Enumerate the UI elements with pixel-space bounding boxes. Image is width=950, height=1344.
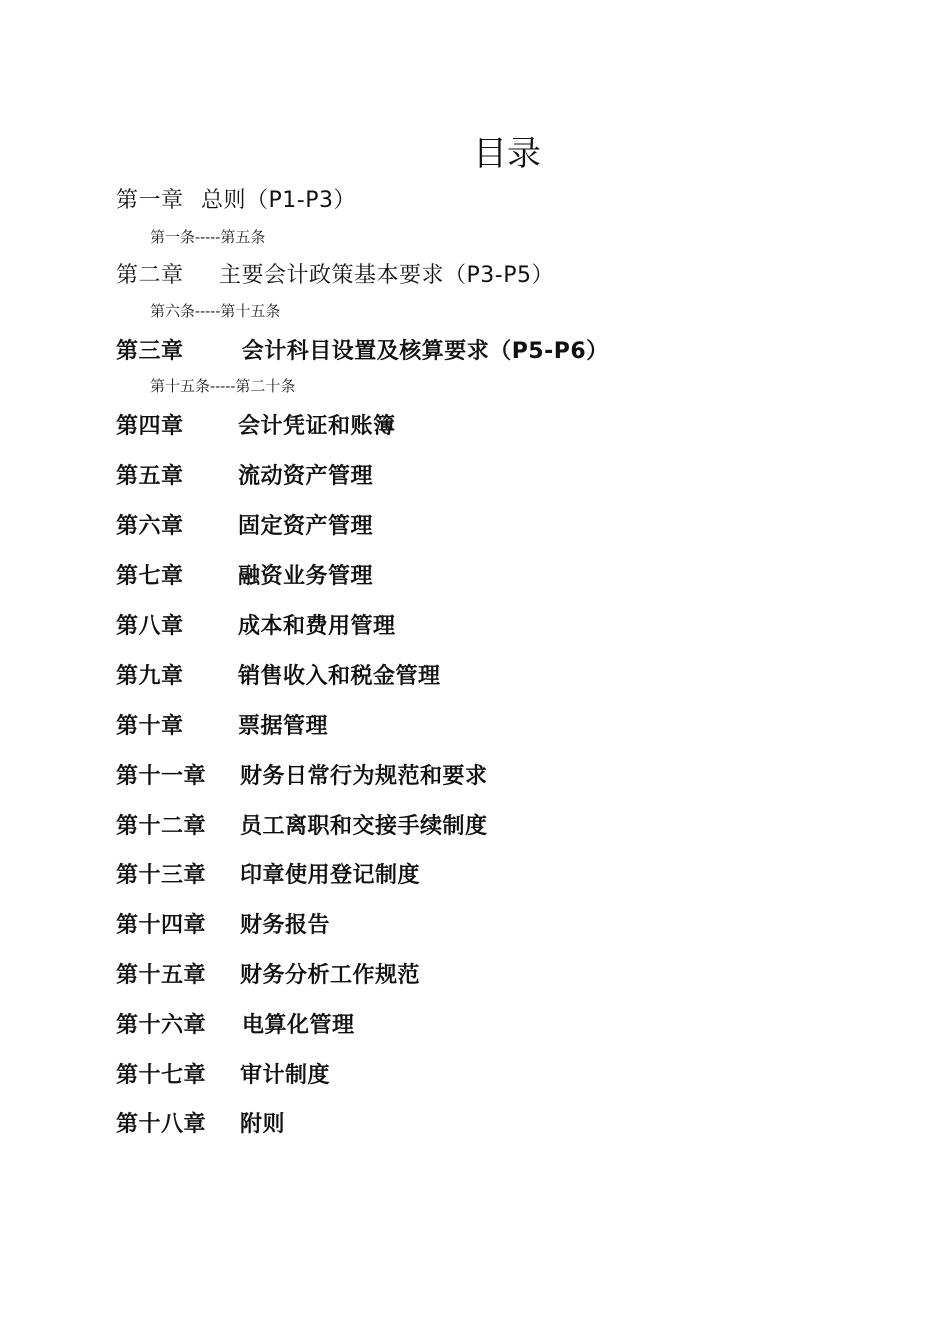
chapter-title: 销售收入和税金管理 bbox=[238, 664, 441, 689]
chapter-title: 总则（P1-P3） bbox=[201, 188, 356, 213]
chapter-number: 第十章 bbox=[116, 714, 184, 739]
toc-chapter-10 bbox=[116, 709, 328, 740]
chapter-title: 会计科目设置及核算要求（P5-P6） bbox=[241, 339, 609, 364]
chapter-number: 第八章 bbox=[116, 614, 184, 639]
chapter-title: 主要会计政策基本要求（P3-P5） bbox=[219, 263, 554, 288]
toc-chapter-17 bbox=[116, 1058, 330, 1089]
chapter-title: 审计制度 bbox=[240, 1063, 331, 1088]
toc-chapter-18 bbox=[116, 1107, 285, 1138]
toc-chapter-2-articles: 第六条-----第十五条 bbox=[150, 302, 281, 320]
toc-chapter-7 bbox=[116, 559, 373, 590]
toc-chapter-12 bbox=[116, 809, 488, 840]
chapter-number: 第十二章 bbox=[116, 814, 207, 839]
toc-title: 目录 bbox=[473, 134, 541, 174]
toc-chapter-11 bbox=[116, 759, 488, 790]
chapter-number: 第十一章 bbox=[116, 764, 207, 789]
chapter-title: 流动资产管理 bbox=[238, 464, 374, 489]
chapter-title: 财务日常行为规范和要求 bbox=[240, 764, 488, 789]
chapter-number: 第四章 bbox=[116, 414, 184, 439]
chapter-title: 成本和费用管理 bbox=[238, 614, 396, 639]
toc-chapter-2 bbox=[116, 258, 554, 289]
chapter-number: 第二章 bbox=[116, 263, 184, 288]
toc-chapter-4 bbox=[116, 409, 396, 440]
toc-chapter-8 bbox=[116, 609, 396, 640]
chapter-number: 第十六章 bbox=[116, 1013, 207, 1038]
chapter-title: 电算化管理 bbox=[242, 1013, 355, 1038]
chapter-title: 员工离职和交接手续制度 bbox=[240, 814, 488, 839]
chapter-number: 第十三章 bbox=[116, 863, 207, 888]
chapter-number: 第一章 bbox=[116, 188, 184, 213]
toc-chapter-1 bbox=[116, 183, 356, 214]
toc-chapter-9 bbox=[116, 659, 441, 690]
chapter-title: 融资业务管理 bbox=[238, 564, 374, 589]
chapter-number: 第十四章 bbox=[116, 913, 207, 938]
toc-chapter-1-articles: 第一条-----第五条 bbox=[150, 228, 266, 246]
chapter-number: 第十八章 bbox=[116, 1112, 207, 1137]
chapter-number: 第九章 bbox=[116, 664, 184, 689]
chapter-number: 第十五章 bbox=[116, 963, 207, 988]
toc-chapter-3 bbox=[116, 334, 609, 365]
chapter-title: 印章使用登记制度 bbox=[240, 863, 421, 888]
chapter-title: 票据管理 bbox=[238, 714, 329, 739]
toc-chapter-16 bbox=[116, 1008, 355, 1039]
chapter-number: 第三章 bbox=[116, 339, 184, 364]
toc-chapter-13 bbox=[116, 858, 420, 889]
toc-chapter-14 bbox=[116, 908, 330, 939]
chapter-title: 会计凭证和账簿 bbox=[238, 414, 396, 439]
chapter-number: 第十七章 bbox=[116, 1063, 207, 1088]
chapter-title: 固定资产管理 bbox=[238, 514, 374, 539]
chapter-title: 财务分析工作规范 bbox=[240, 963, 421, 988]
toc-chapter-15 bbox=[116, 958, 420, 989]
toc-chapter-3-articles: 第十五条-----第二十条 bbox=[150, 377, 296, 395]
chapter-number: 第五章 bbox=[116, 464, 184, 489]
toc-chapter-6 bbox=[116, 509, 373, 540]
chapter-title: 财务报告 bbox=[240, 913, 331, 938]
chapter-number: 第六章 bbox=[116, 514, 184, 539]
chapter-title: 附则 bbox=[240, 1112, 286, 1137]
chapter-number: 第七章 bbox=[116, 564, 184, 589]
toc-chapter-5 bbox=[116, 459, 373, 490]
